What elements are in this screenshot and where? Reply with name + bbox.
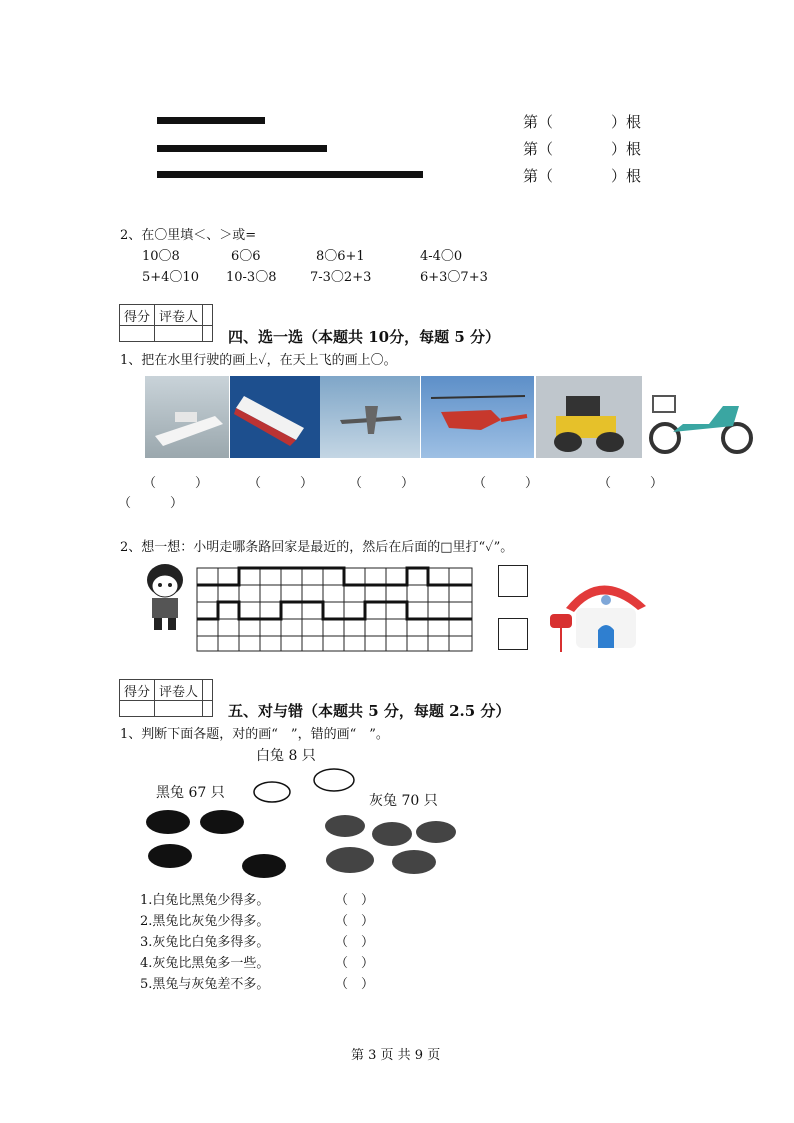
boy-illustration [142, 562, 188, 632]
compare-item: 6+3〇7+3 [420, 270, 488, 285]
ship-image [145, 376, 229, 458]
answer-paren[interactable]: （ ） [118, 496, 184, 511]
helicopter-image [421, 376, 534, 458]
compare-item: 6〇6 [231, 249, 261, 264]
answer-paren[interactable]: （ ） [143, 476, 209, 491]
page-footer: 第 3 页 共 9 页 [351, 1048, 441, 1063]
score-box [119, 679, 213, 717]
compare-item: 10〇8 [142, 249, 180, 264]
section-5-q1: 1、判断下面各题，对的画“ ”，错的画“ ”。 [120, 727, 389, 742]
house-illustration [546, 570, 654, 656]
answer-checkbox-bottom[interactable] [498, 618, 528, 650]
answer-paren[interactable]: （ ） [598, 476, 664, 491]
stick-answer-1: 第（ ）根 [523, 113, 642, 131]
tf-answer[interactable]: （ ） [335, 893, 375, 908]
tf-item: 4.灰兔比黑兔多一些。 [140, 956, 270, 971]
score-box [119, 304, 213, 342]
tf-item: 1.白兔比黑兔少得多。 [140, 893, 270, 908]
tf-answer[interactable]: （ ） [335, 977, 375, 992]
stick-medium [157, 145, 327, 152]
path-grid [195, 566, 475, 654]
compare-item: 8〇6+1 [316, 249, 365, 264]
road-roller-image [536, 376, 642, 458]
tf-answer[interactable]: （ ） [335, 914, 375, 929]
answer-paren[interactable]: （ ） [473, 476, 539, 491]
compare-item: 4-4〇0 [420, 249, 463, 264]
black-rabbit-label: 黑兔 67 只 [156, 785, 225, 801]
score-label: 得分 [120, 680, 155, 716]
grader-label: 评卷人 [155, 680, 203, 716]
answer-checkbox-top[interactable] [498, 565, 528, 597]
section-4-title: 四、选一选（本题共 10分，每题 5 分） [228, 328, 500, 346]
white-rabbit-label: 白兔 8 只 [256, 748, 316, 764]
tf-answer[interactable]: （ ） [335, 935, 375, 950]
tf-answer[interactable]: （ ） [335, 956, 375, 971]
compare-title: 2、在〇里填＜、＞或= [120, 228, 257, 243]
stick-answer-2: 第（ ）根 [523, 140, 642, 158]
section-4-q2: 2、想一想：小明走哪条路回家是最近的，然后在后面的□里打“✓”。 [120, 540, 514, 555]
grader-label: 评卷人 [155, 305, 203, 341]
compare-item: 10-3〇8 [226, 270, 277, 285]
compare-item: 7-3〇2+3 [310, 270, 372, 285]
answer-paren[interactable]: （ ） [248, 476, 314, 491]
tf-item: 3.灰兔比白兔多得多。 [140, 935, 270, 950]
score-label: 得分 [120, 305, 155, 341]
scooter-image [643, 376, 758, 458]
tf-item: 2.黑兔比灰兔少得多。 [140, 914, 270, 929]
stick-short [157, 117, 265, 124]
stick-long [157, 171, 423, 178]
section-5-title: 五、对与错（本题共 5 分，每题 2.5 分） [228, 702, 511, 720]
section-4-q1: 1、把在水里行驶的画上✓，在天上飞的画上〇。 [120, 353, 397, 368]
compare-item: 5+4〇10 [142, 270, 199, 285]
cargo-ship-image [230, 376, 320, 458]
tf-item: 5.黑兔与灰兔差不多。 [140, 977, 270, 992]
stick-answer-3: 第（ ）根 [523, 167, 642, 185]
airplane-image [320, 376, 420, 458]
rabbits-illustration [140, 760, 470, 885]
gray-rabbit-label: 灰兔 70 只 [369, 793, 438, 809]
answer-paren[interactable]: （ ） [349, 476, 415, 491]
